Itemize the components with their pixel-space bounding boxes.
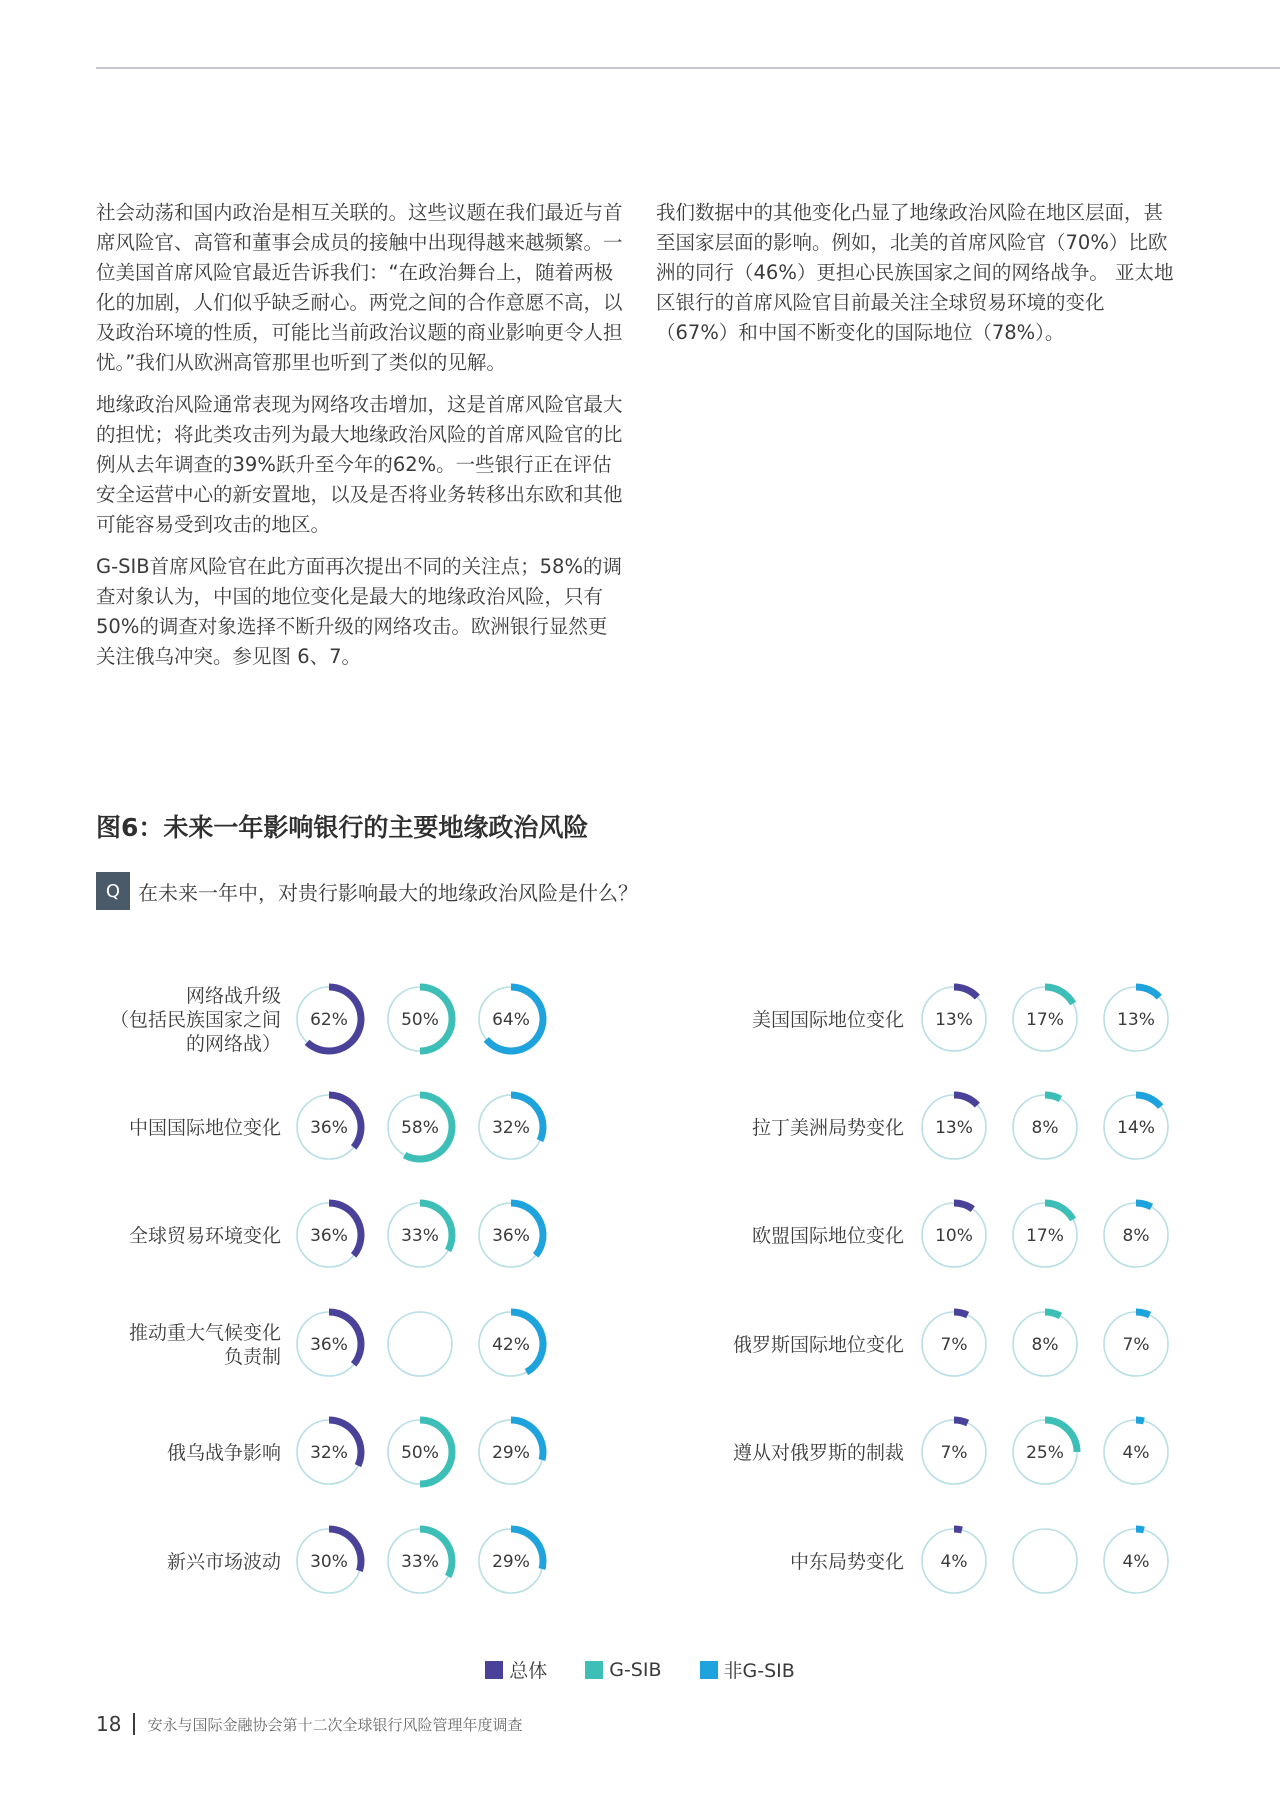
donut-value-label: 32% xyxy=(492,1118,530,1138)
footer-text: 安永与国际金融协会第十二次全球银行风险管理年度调查 xyxy=(147,1715,523,1734)
donut-value-label: 13% xyxy=(935,1010,973,1030)
donut-value-label: 64% xyxy=(492,1010,530,1030)
category-label: 拉丁美洲局势变化 xyxy=(751,1117,904,1139)
donut-value-label: 17% xyxy=(1026,1226,1064,1246)
donut-arc xyxy=(1136,987,1159,997)
donut-arc xyxy=(954,987,977,997)
donut-arc xyxy=(1045,1312,1060,1316)
chart-legend xyxy=(0,1656,1280,1683)
question-text: 在未来一年中，对贵行影响最大的地缘政治风险是什么？ xyxy=(138,880,638,905)
donut-arc xyxy=(954,1095,977,1105)
donut-value-label: 33% xyxy=(401,1552,439,1572)
donut-value-label: 36% xyxy=(492,1226,530,1246)
donut-value-label: 14% xyxy=(1117,1118,1155,1138)
donut-arc xyxy=(954,1529,962,1530)
donut-value-label: 17% xyxy=(1026,1010,1064,1030)
donut-value-label: 36% xyxy=(310,1118,348,1138)
page-footer xyxy=(96,1712,522,1736)
paragraph: G-SIB首席风险官在此方面再次提出不同的关注点；58%的调查对象认为，中国的地位变化是最大的地缘政治风险，只有50%的调查对象选择不断升级的网络攻击。欧洲银行显然更关注俄乌冲突。参见图 6、7。 xyxy=(96,555,622,668)
donut-arc xyxy=(954,1203,973,1209)
donut-value-label: 10% xyxy=(935,1226,973,1246)
legend-swatch-overall xyxy=(485,1661,503,1679)
category-label: 网络战升级 xyxy=(185,985,281,1007)
category-label: 中东局势变化 xyxy=(789,1551,904,1573)
donut-value-label: 25% xyxy=(1026,1443,1064,1463)
paragraph: 地缘政治风险通常表现为网络攻击增加，这是首席风险官最大的担忧；将此类攻击列为最大地缘政治风险的首席风险官的比例从去年调查的39%跃升至今年的62%。一些银行正在评估安全运营中心的新安置地，以及是否将业务转移出东欧和其他可能容易受到攻击的地区。 xyxy=(96,393,623,536)
donut-arc xyxy=(1136,1420,1144,1421)
donut-arc xyxy=(1136,1095,1161,1107)
category-label: 中国国际地位变化 xyxy=(128,1117,281,1139)
legend-label: 非G-SIB xyxy=(723,1660,795,1682)
donut-value-label: 8% xyxy=(1031,1118,1059,1138)
donut-value-label: 42% xyxy=(492,1335,530,1355)
donut-arc xyxy=(1045,1203,1073,1220)
donut-value-label: 13% xyxy=(1117,1010,1155,1030)
donut-arc xyxy=(954,1312,968,1315)
donut-value-label: 29% xyxy=(492,1443,530,1463)
donut-value-label: 62% xyxy=(310,1010,348,1030)
donut-arc xyxy=(1136,1529,1144,1530)
question-badge: Q xyxy=(96,872,130,910)
category-label: 遵从对俄罗斯的制裁 xyxy=(732,1442,904,1464)
legend-item-gsib xyxy=(585,1656,661,1683)
donut-arc xyxy=(1045,1095,1060,1099)
donut-arc xyxy=(1136,1312,1150,1315)
donut-value-label: 29% xyxy=(492,1552,530,1572)
donut-value-label: 36% xyxy=(310,1335,348,1355)
category-label: 欧盟国际地位变化 xyxy=(751,1225,904,1247)
donut-value-label: 32% xyxy=(310,1443,348,1463)
footer-divider xyxy=(133,1713,135,1735)
donut-value-label: 50% xyxy=(401,1010,439,1030)
paragraph: 我们数据中的其他变化凸显了地缘政治风险在地区层面，甚至国家层面的影响。例如，北美的首席风险官（70%）比欧洲的同行（46%）更担心民族国家之间的网络战争。 亚太地区银行的首席风险官目前最关注全球贸易环境的变化（67%）和中国不断变化的国际地位（78%）。 xyxy=(656,201,1174,344)
legend-item-overall xyxy=(485,1656,547,1683)
donut-track xyxy=(1013,1529,1077,1593)
donut-value-label: 4% xyxy=(940,1552,968,1572)
donut-value-label: 13% xyxy=(935,1118,973,1138)
category-label: 俄乌战争影响 xyxy=(166,1442,281,1464)
donut-track xyxy=(388,1312,452,1376)
legend-item-non-gsib xyxy=(700,1656,795,1683)
donut-value-label: 58% xyxy=(401,1118,439,1138)
category-label: 新兴市场波动 xyxy=(166,1551,281,1573)
donut-value-label: 7% xyxy=(940,1335,968,1355)
donut-value-label: 4% xyxy=(1122,1552,1150,1572)
donut-arc xyxy=(1045,987,1073,1004)
donut-value-label: 8% xyxy=(1122,1226,1150,1246)
category-label: 的网络战） xyxy=(185,1033,281,1055)
legend-swatch-gsib xyxy=(585,1661,603,1679)
category-label: 俄罗斯国际地位变化 xyxy=(732,1334,904,1356)
category-label: 负责制 xyxy=(223,1346,281,1368)
category-label: 美国国际地位变化 xyxy=(751,1009,904,1031)
legend-label: 总体 xyxy=(509,1660,548,1682)
donut-value-label: 30% xyxy=(310,1552,348,1572)
donut-value-label: 4% xyxy=(1122,1443,1150,1463)
legend-label: G-SIB xyxy=(609,1658,662,1681)
figure-title: 图6：未来一年影响银行的主要地缘政治风险 xyxy=(96,813,589,842)
donut-value-label: 7% xyxy=(940,1443,968,1463)
donut-value-label: 33% xyxy=(401,1226,439,1246)
donut-arc xyxy=(1136,1203,1151,1207)
category-label: 推动重大气候变化 xyxy=(128,1322,281,1344)
donut-value-label: 50% xyxy=(401,1443,439,1463)
donut-value-label: 7% xyxy=(1122,1335,1150,1355)
legend-swatch-non-gsib xyxy=(700,1661,718,1679)
donut-value-label: 8% xyxy=(1031,1335,1059,1355)
donut-arc xyxy=(954,1420,968,1423)
page-number: 18 xyxy=(96,1712,122,1736)
donut-value-label: 36% xyxy=(310,1226,348,1246)
category-label: （包括民族国家之间 xyxy=(109,1009,281,1031)
paragraph: 社会动荡和国内政治是相互关联的。这些议题在我们最近与首席风险官、高管和董事会成员的接触中出现得越来越频繁。一位美国首席风险官最近告诉我们：“在政治舞台上，随着两极化的加剧，人们似乎缺乏耐心。两党之间的合作意愿不高，以及政治环境的性质，可能比当前政治议题的商业影响更令人担忧。”我们从欧洲高管那里也听到了类似的见解。 xyxy=(96,201,623,374)
category-label: 全球贸易环境变化 xyxy=(128,1225,281,1247)
